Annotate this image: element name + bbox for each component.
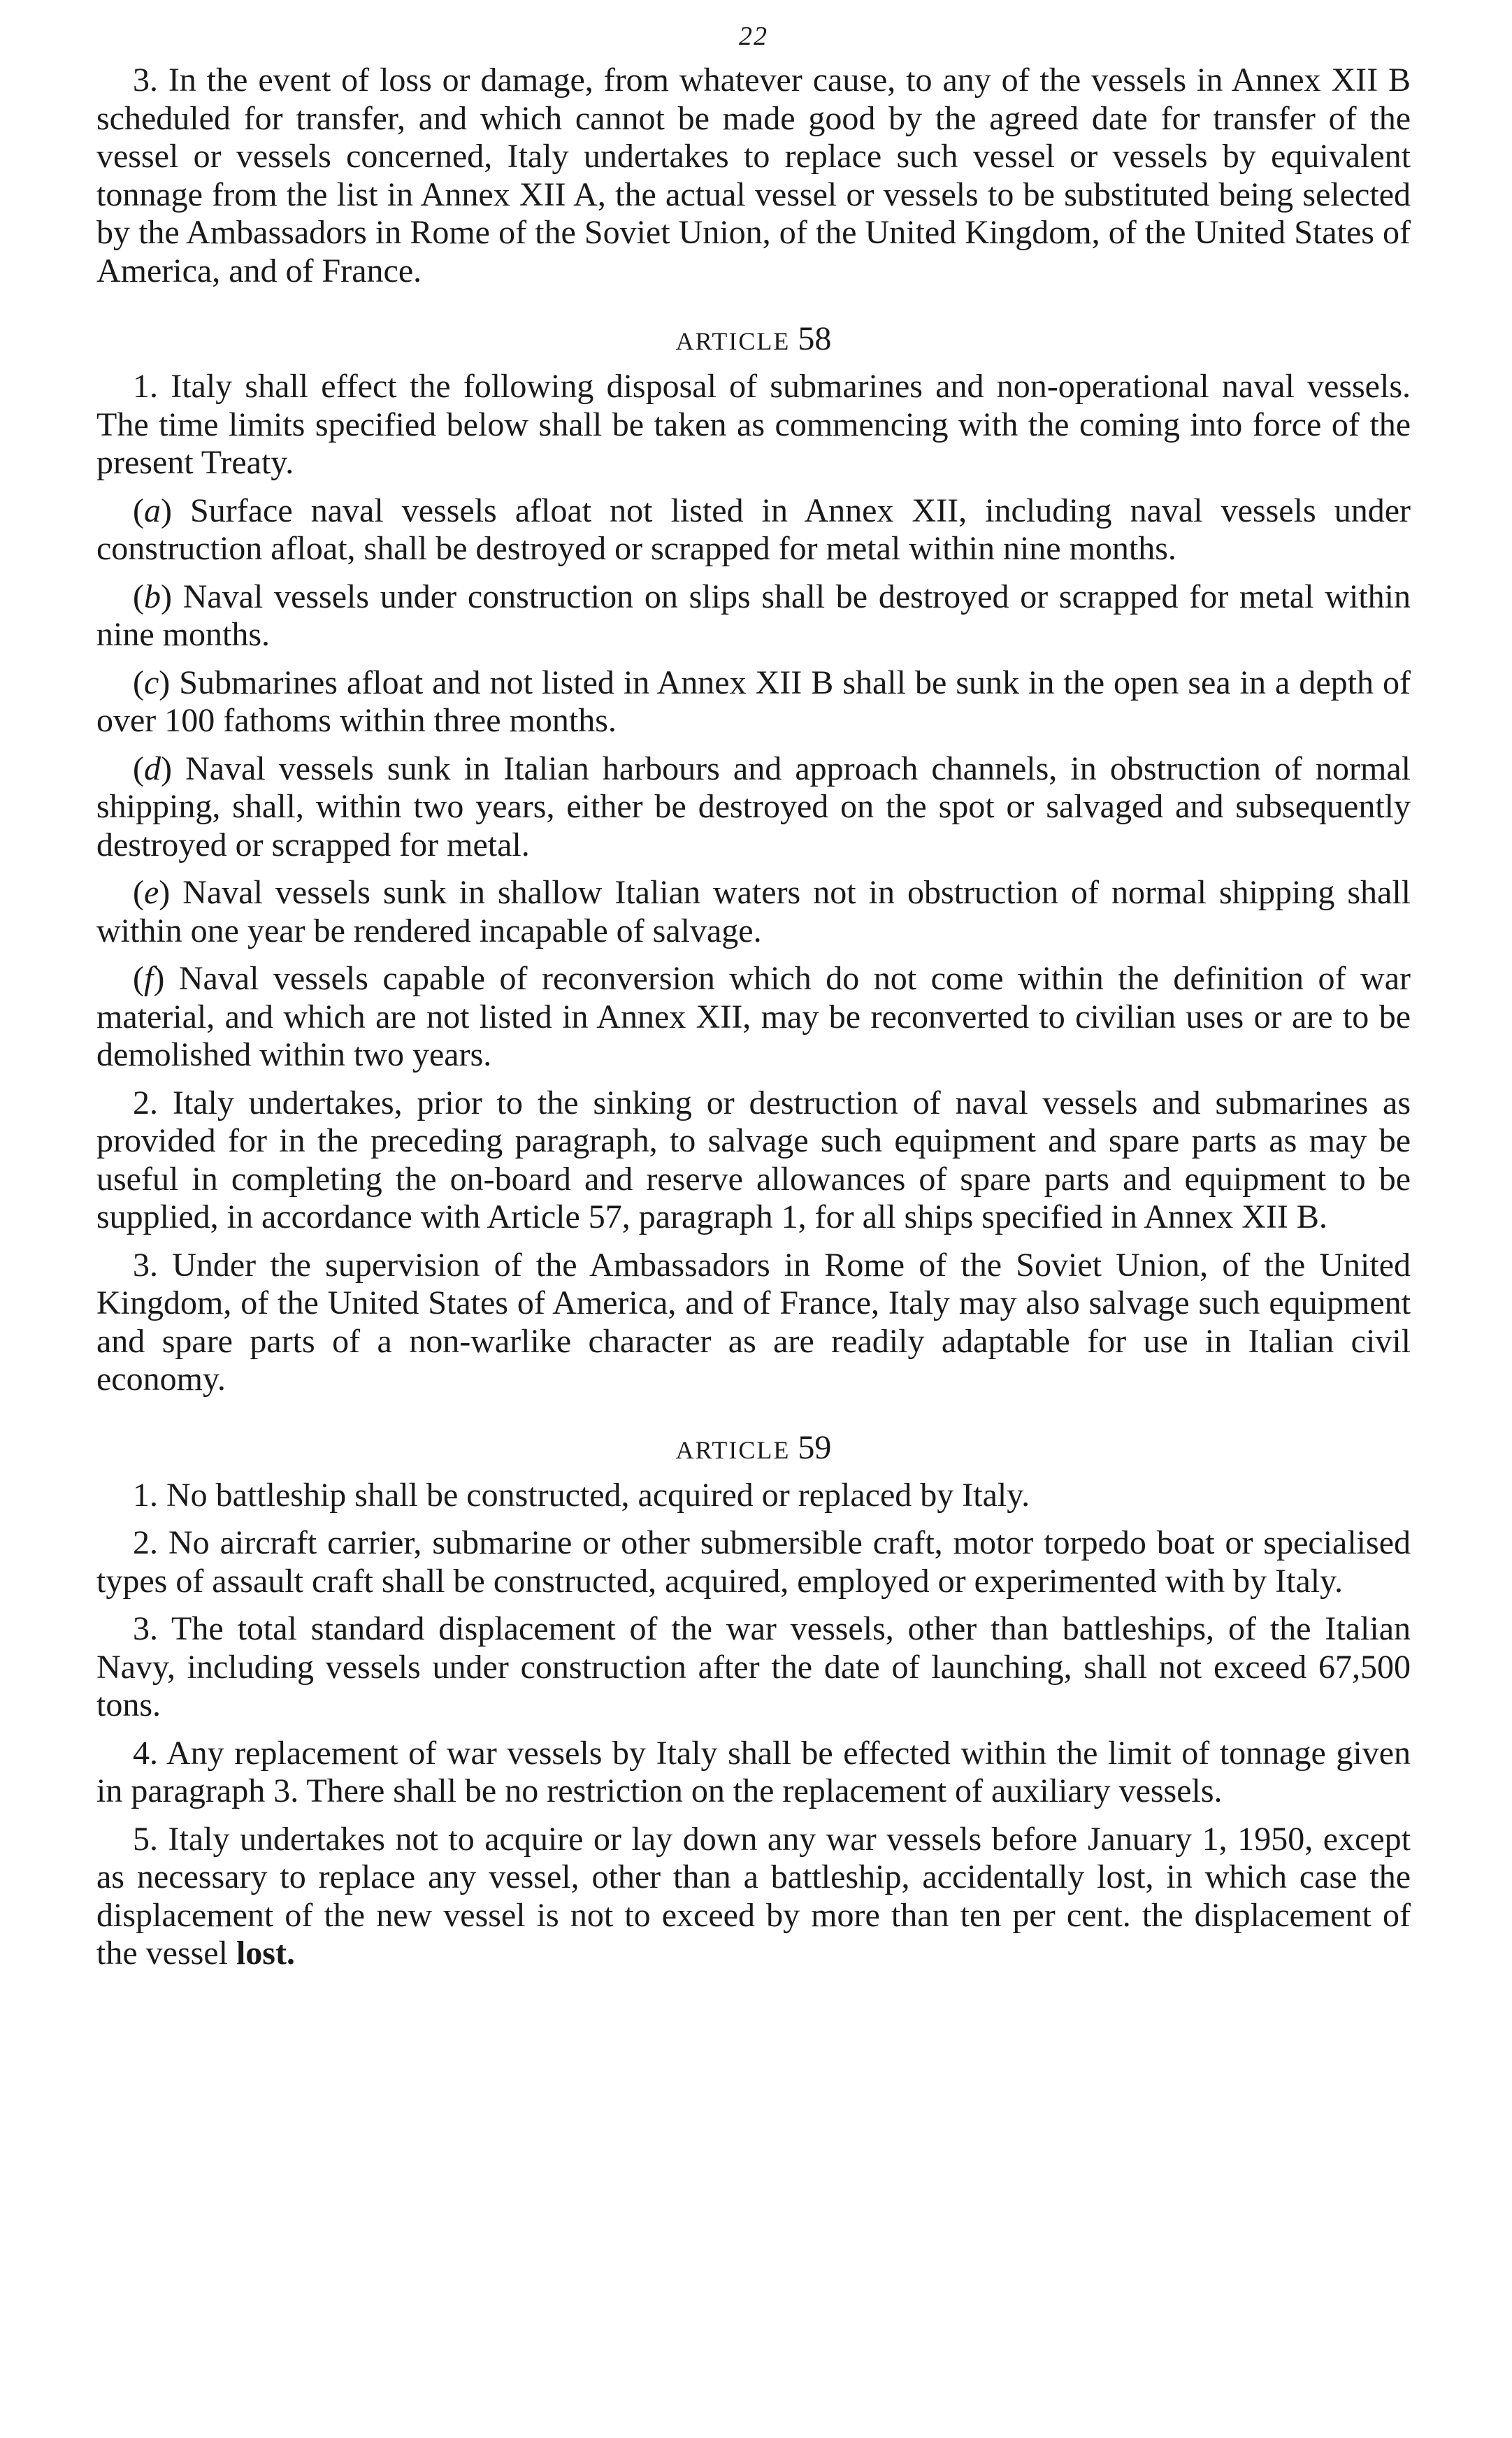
article-59-paragraph-2: 2. No aircraft carrier, submarine or other submersible craft, motor torpedo boat or specialised types of assault craft shall be constructed, acquired, employed or experimented with by Italy. — [96, 1524, 1411, 1600]
item-text: Naval vessels sunk in Italian harbours and approach channels, in obstruction of normal shipping, shall, within two years, either be destroyed on the spot or salvaged and subsequently destroyed or scrapped for metal. — [96, 750, 1411, 863]
document-page — [96, 21, 1411, 1973]
item-text: Submarines afloat and not listed in Annex XII B shall be sunk in the open sea in a depth of over 100 fathoms within three months. — [96, 664, 1411, 739]
paragraph-text: 5. Italy undertakes not to acquire or lay down any war vessels before January 1, 1950, except as necessary to replace any vessel, other than a battleship, accidentally lost, in which case the displacement of the new vessel is not to exceed by more than ten per cent. the displacement of the vessel — [96, 1820, 1411, 1972]
item-label: a — [143, 492, 161, 529]
article-58-item-f: (f) Naval vessels capable of reconversion which do not come within the definition of war material, and which are not listed in Annex XII, may be reconverted to civilian uses or are to be demolished within two years. — [96, 960, 1411, 1073]
article-58-paragraph-2: 2. Italy undertakes, prior to the sinking or destruction of naval vessels and submarines as provided for in the preceding paragraph, to salvage such equipment and spare parts as may be useful in completing the on-board and reserve allowances of spare parts and equipment to be supplied, in accordance with Article 57, paragraph 1, for all ships specified in Annex XII B. — [96, 1084, 1411, 1235]
article-59-paragraph-5 — [96, 1821, 1411, 1973]
item-text: Naval vessels sunk in shallow Italian waters not in obstruction of normal shipping shall within one year be rendered incapable of salvage. — [96, 874, 1411, 949]
article-58-item-d: (d) Naval vessels sunk in Italian harbours and approach channels, in obstruction of normal shipping, shall, within two years, either be destroyed on the spot or salvaged and subsequently destroyed or scrapped for metal. — [96, 750, 1411, 863]
article-58-paragraph-3: 3. Under the supervision of the Ambassadors in Rome of the Soviet Union, of the United Kingdom, of the United States of America, and of France, Italy may also salvage such equipment and spare parts of a non-warlike character as are readily adaptable for use in Italian civil economy. — [96, 1246, 1411, 1398]
page-number: 22 — [739, 22, 768, 51]
article-heading-number: 58 — [798, 320, 832, 357]
item-label: c — [143, 664, 159, 701]
article-heading-word: ARTICLE — [675, 1435, 791, 1464]
article-heading-number: 59 — [798, 1428, 832, 1466]
article-59-heading — [96, 1428, 1411, 1467]
article-59-paragraph-1: 1. No battleship shall be constructed, acquired or replaced by Italy. — [133, 1476, 1030, 1514]
paragraph-tail: lost. — [236, 1935, 295, 1972]
article-59-paragraph-3: 3. The total standard displacement of the war vessels, other than battleships, of the Italian Navy, including vessels under construction after the date of launching, shall not exceed 67,500 tons. — [96, 1610, 1411, 1723]
article-heading-word: ARTICLE — [675, 327, 791, 355]
article-58-item-c: (c) Submarines afloat and not listed in Annex XII B shall be sunk in the open sea in a depth of over 100 fathoms within three months. — [96, 664, 1411, 739]
item-label: f — [143, 960, 154, 997]
item-text: Naval vessels capable of reconversion which do not come within the definition of war material, and which are not listed in Annex XII, may be reconverted to civilian uses or are to be demolished within two years. — [96, 960, 1411, 1073]
article-58-paragraph-1: 1. Italy shall effect the following disposal of submarines and non-operational naval vessels. The time limits specified below shall be taken as commencing with the coming into force of the present Treaty. — [96, 368, 1411, 481]
article-58-heading — [96, 320, 1411, 358]
item-text: Surface naval vessels afloat not listed in Annex XII, including naval vessels under construction afloat, shall be destroyed or scrapped for metal within nine months. — [96, 492, 1411, 567]
item-label: d — [143, 750, 161, 787]
article-57-paragraph-3: 3. In the event of loss or damage, from whatever cause, to any of the vessels in Annex XII B scheduled for transfer, and which cannot be made good by the agreed date for transfer of the vessel or vessels concerned, Italy undertakes to replace such vessel or vessels by equivalent tonnage from the list in Annex XII A, the actual vessel or vessels to be substituted being selected by the Ambassadors in Rome of the Soviet Union, of the United Kingdom, of the United States of America, and of France. — [96, 62, 1411, 289]
item-label: e — [143, 874, 159, 911]
article-58-item-e: (e) Naval vessels sunk in shallow Italian waters not in obstruction of normal shipping shall within one year be rendered incapable of salvage. — [96, 874, 1411, 949]
article-58-item-a: (a) Surface naval vessels afloat not listed in Annex XII, including naval vessels under construction afloat, shall be destroyed or scrapped for metal within nine months. — [96, 492, 1411, 567]
item-text: Naval vessels under construction on slips shall be destroyed or scrapped for metal within nine months. — [96, 578, 1411, 653]
item-label: b — [143, 578, 161, 615]
article-59-paragraph-4: 4. Any replacement of war vessels by Italy shall be effected within the limit of tonnage given in paragraph 3. There shall be no restriction on the replacement of auxiliary vessels. — [96, 1734, 1411, 1809]
article-58-item-b: (b) Naval vessels under construction on slips shall be destroyed or scrapped for metal within nine months. — [96, 578, 1411, 653]
